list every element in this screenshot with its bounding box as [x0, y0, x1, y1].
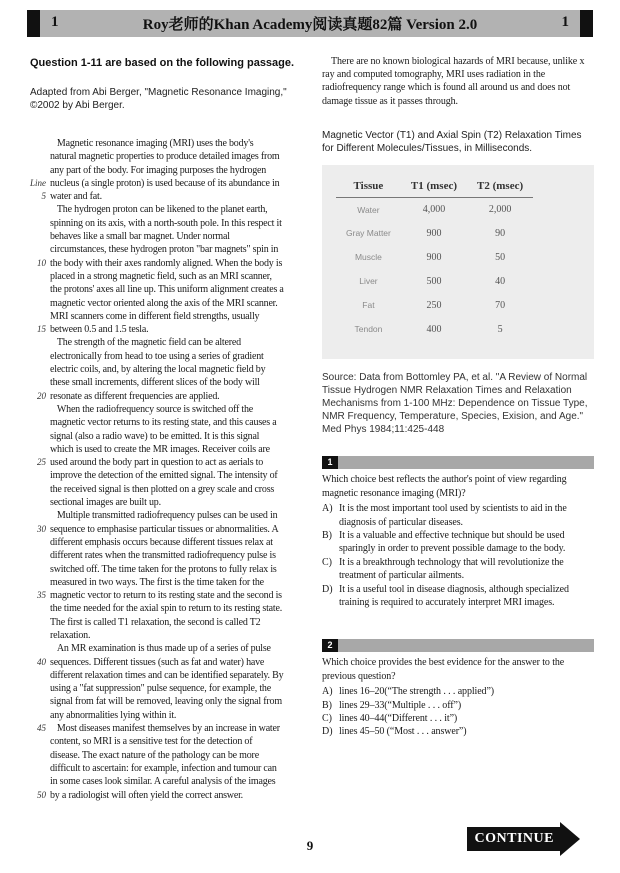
passage-line: [30, 137, 308, 150]
option-text: lines 16–20(“The strength . . . applied”): [339, 686, 495, 698]
passage-line-text: by a radiologist will often yield the correct answer.: [50, 789, 243, 801]
line-number: [30, 762, 50, 775]
line-number: [30, 203, 50, 216]
line-number: 10: [37, 257, 46, 268]
line-number: [30, 137, 50, 150]
t2-cell: 70: [495, 299, 506, 311]
line-number: [30, 669, 50, 682]
passage-line: [30, 709, 308, 722]
question-number-box: 1: [322, 456, 338, 469]
passage-line: [30, 509, 308, 522]
page-number: 9: [306, 838, 314, 853]
passage-line-text: the received signal is then plotted on a grey scale and cross: [50, 483, 275, 495]
passage-line-text: difficult to ascertain: for example, infection and tumour can: [50, 762, 277, 774]
passage-line-text: switched off. The time taken for the protons to fully relax is: [50, 563, 277, 575]
passage-line: [30, 150, 308, 163]
t1-cell: 900: [426, 251, 442, 263]
passage-line: [30, 323, 308, 336]
passage-line-text: relaxation.: [50, 629, 91, 641]
passage: [30, 137, 308, 802]
t1-header: T1 (msec): [401, 178, 467, 198]
passage-line: [30, 523, 308, 536]
line-number: [30, 563, 50, 576]
passage-line: [30, 789, 308, 802]
passage-line-text: improve the detection of the emitted signal. The intensity of: [50, 470, 278, 482]
passage-line-text: magnetic vector to return to its resting state and the second is: [50, 590, 282, 602]
line-number: [30, 416, 50, 429]
option-letter: C): [322, 713, 332, 724]
passage-line-text: content, so MRI is a sensitive test for the detection of: [50, 736, 253, 748]
passage-line: [30, 642, 308, 655]
line-number: [30, 775, 50, 788]
passage-line-text: behaves like a small bar magnet. Under normal: [50, 231, 230, 243]
passage-attribution: Adapted from Abi Berger, "Magnetic Resonance Imaging," ©2002 by Abi Berger.: [30, 87, 287, 111]
passage-line-text: signal from fat will be removed, leaving only the signal from: [50, 696, 282, 708]
passage-line: [30, 270, 308, 283]
passage-line-text: signal (also a radio wave) to be emitted. It is this signal: [50, 430, 260, 442]
options-list: [322, 685, 594, 739]
passage-line-text: any part of the body. For imaging purposes the hydrogen: [50, 164, 267, 176]
passage-line: [30, 469, 308, 482]
passage-line-text: used around the body part in question to act as aerials to: [50, 457, 264, 469]
passage-line: [30, 563, 308, 576]
passage-line: [30, 762, 308, 775]
passage-line: [30, 416, 308, 429]
answer-option: [322, 685, 594, 698]
line-number: [30, 709, 50, 722]
passage-line: [30, 363, 308, 376]
line-number: [30, 549, 50, 562]
passage-line: [30, 390, 308, 403]
line-number: [30, 150, 50, 163]
line-number: [30, 616, 50, 629]
line-number: [30, 297, 50, 310]
table-row: [336, 317, 533, 341]
option-text: lines 45–50 (“Most . . . answer”): [339, 726, 467, 738]
question-number-box: 2: [322, 639, 338, 652]
line-number: [30, 629, 50, 642]
passage-line-text: nucleus (a single proton) is used because of its abundance in: [50, 177, 280, 189]
t1-cell: 400: [426, 323, 442, 335]
line-number: [30, 243, 50, 256]
t2-cell: 90: [495, 227, 506, 239]
line-number: [30, 350, 50, 363]
t2-cell: 2,000: [488, 204, 512, 216]
passage-line-text: resonate as different frequencies are applied.: [50, 390, 220, 402]
option-text: It is a valuable and effective technique but should be used sparingly in order to prevent possible damage to the body.: [339, 529, 566, 555]
passage-line-text: An MR examination is thus made up of a series of pulse: [50, 643, 271, 655]
line-number: [30, 443, 50, 456]
passage-line: [30, 217, 308, 230]
passage-line: [30, 682, 308, 695]
passage-line-text: sectional images are built up.: [50, 497, 161, 509]
option-text: It is the most important tool used by scientists to aid in the diagnosis of particular diseases.: [339, 503, 567, 528]
option-letter: B): [322, 699, 332, 711]
line-number: [30, 336, 50, 349]
tissue-cell: Tendon: [354, 324, 383, 335]
passage-line: [30, 695, 308, 708]
passage-line-text: between 0.5 and 1.5 tesla.: [50, 324, 149, 336]
continue-button[interactable]: [467, 822, 580, 856]
answer-option: [322, 699, 594, 712]
t1-cell: 500: [426, 275, 442, 287]
line-number: [30, 536, 50, 549]
line-number: [30, 164, 50, 177]
t2-cell: 40: [495, 275, 506, 287]
passage-line-text: water and fat.: [50, 191, 102, 203]
passage-line-text: different relaxation times and can be identified separately. By: [50, 669, 284, 681]
question-bar: [338, 639, 594, 652]
question-stem: Which choice best reflects the author's point of view regarding magnetic resonance imaging (MRI)?: [322, 474, 567, 499]
answer-option: [322, 502, 594, 529]
passage-line: [30, 735, 308, 748]
header-title: Roy老师的Khan Academy阅读真题82篇 Version 2.0: [142, 17, 478, 33]
t1-cell: 4,000: [422, 204, 446, 216]
line-number: [30, 283, 50, 296]
answer-option: [322, 583, 594, 610]
tissue-cell: Liver: [359, 276, 378, 287]
answer-option: [322, 712, 594, 725]
source-citation: Source: Data from Bottomley PA, et al. "A Review of Normal Tissue Hydrogen NMR Relaxation Times and Relaxation Mechanisms from 1-100 MHz: Dependence on Tissue Type, NMR Frequency, Temperature, Species, Exision, and Age." Med Phys 1984;11:425-448: [322, 372, 588, 436]
line-number: [30, 270, 50, 283]
table-row: [336, 221, 533, 245]
t2-cell: 50: [495, 251, 506, 263]
passage-line: [30, 376, 308, 389]
passage-line: [30, 257, 308, 270]
passage-line-text: the time needed for the axial spin to return to its resting state.: [50, 603, 283, 615]
passage-line-text: magnetic vector oriented along the axis of the MRI scanner.: [50, 297, 278, 309]
continue-label: CONTINUE: [467, 827, 560, 851]
passage-line: [30, 403, 308, 416]
answer-option: [322, 725, 594, 738]
question-bar: [338, 456, 594, 469]
passage-line-text: Most diseases manifest themselves by an increase in water: [50, 723, 280, 735]
line-number: [30, 310, 50, 323]
question-2-badge: [322, 639, 594, 652]
line-number: 45: [37, 723, 46, 734]
option-letter: C): [322, 556, 332, 568]
line-number: 35: [37, 590, 46, 601]
option-letter: D): [322, 726, 333, 738]
header-end-block-right: [580, 10, 593, 37]
option-text: lines 29–33(“Multiple . . . off”): [339, 699, 462, 711]
passage-line: [30, 775, 308, 788]
table-row: [336, 197, 533, 221]
passage-line: [30, 496, 308, 509]
passage-line: [30, 283, 308, 296]
question-2: [322, 639, 594, 738]
line-number: [30, 682, 50, 695]
table-row: [336, 293, 533, 317]
passage-line: [30, 536, 308, 549]
passage-line-text: circumstances, these hydrogen proton "bar magnets" spin in: [50, 244, 279, 256]
passage-line: [30, 190, 308, 203]
passage-line-text: Magnetic resonance imaging (MRI) uses the body's: [50, 138, 254, 149]
t1-cell: 900: [426, 227, 442, 239]
passage-line: [30, 602, 308, 615]
figure-caption: Magnetic Vector (T1) and Axial Spin (T2) Relaxation Times for Different Molecules/Tissues, in Milliseconds.: [322, 129, 582, 154]
options-list: [322, 502, 594, 609]
passage-line: [30, 576, 308, 589]
line-number: 40: [37, 656, 46, 667]
t2-header: T2 (msec): [467, 178, 533, 198]
answer-option: [322, 556, 594, 583]
question-1: [322, 456, 594, 609]
passage-line: [30, 297, 308, 310]
t1-cell: 250: [426, 299, 442, 311]
question-range-heading: Question 1-11 are based on the following passage.: [30, 57, 295, 69]
passage-line-text: MRI scanners come in different field strengths, usually: [50, 310, 260, 322]
line-number: [30, 363, 50, 376]
line-number: [30, 602, 50, 615]
line-number: 25: [37, 457, 46, 468]
passage-line: [30, 350, 308, 363]
passage-line-text: the protons' axes all line up. This uniform alignment creates a: [50, 284, 284, 296]
passage-line: [30, 177, 308, 190]
passage-line-text: magnetic vector returns to its resting state, and this causes a: [50, 417, 277, 429]
passage-line-text: different rates when the transmitted radiofrequency pulse is: [50, 550, 276, 562]
line-number: 50: [37, 789, 46, 800]
passage-line: [30, 310, 308, 323]
passage-line: [30, 430, 308, 443]
line-number: [30, 509, 50, 522]
line-number: 15: [37, 324, 46, 335]
passage-line: [30, 722, 308, 735]
passage-line: [30, 669, 308, 682]
tissue-cell: Water: [357, 204, 380, 215]
option-letter: A): [322, 503, 333, 515]
question-stem: Which choice provides the best evidence for the answer to the previous question?: [322, 657, 565, 682]
t2-cell: 5: [497, 323, 503, 335]
passage-line-text: measured in two ways. The first is the time taken for the: [50, 576, 264, 588]
passage-continuation: There are no known biological hazards of MRI because, unlike x ray and computed tomography, MRI uses radiation in the radiofrequency range which is found all around us and does not damage tissue as it passes through.: [322, 56, 585, 107]
answer-option: [322, 529, 594, 556]
passage-line: [30, 616, 308, 629]
option-letter: A): [322, 686, 333, 698]
passage-line: [30, 336, 308, 349]
passage-line: [30, 243, 308, 256]
passage-line: [30, 230, 308, 243]
line-number: [30, 749, 50, 762]
passage-line-text: disease. The exact nature of the pathology can be more: [50, 749, 259, 761]
table-row: [336, 245, 533, 269]
passage-line-text: The hydrogen proton can be likened to the planet earth,: [50, 204, 268, 216]
passage-line-text: sequence to emphasise particular tissues or abnormalities. A: [50, 523, 279, 535]
line-number: 30: [37, 523, 46, 534]
passage-line-text: sequences. Different tissues (such as fat and water) have: [50, 656, 265, 668]
line-number: [30, 496, 50, 509]
passage-line-text: the body with their axes randomly aligned. When the body is: [50, 257, 283, 269]
passage-line-text: electronically from head to toe using a series of gradient: [50, 350, 264, 362]
data-table-box: [322, 165, 594, 360]
option-letter: D): [322, 583, 333, 595]
tissue-cell: Fat: [362, 300, 375, 311]
passage-line: [30, 749, 308, 762]
table-header-row: [336, 178, 533, 198]
passage-line-text: electric coils, and, by altering the local magnetic field by: [50, 364, 266, 376]
passage-line: [30, 443, 308, 456]
relaxation-times-table: [336, 178, 533, 342]
passage-line-text: any abnormalities lying within it.: [50, 709, 177, 721]
passage-line-text: spinning on its axis, with a north-south pole. In this respect it: [50, 217, 282, 229]
passage-line-text: Multiple transmitted radiofrequency pulses can be used in: [50, 510, 278, 522]
passage-line-text: different emphasis occurs because different tissues relax at: [50, 536, 273, 548]
header-bar: [27, 10, 593, 37]
passage-line: [30, 483, 308, 496]
passage-line-text: using a "fat suppression" pulse sequence, for example, the: [50, 683, 271, 695]
line-number: [30, 230, 50, 243]
passage-line: [30, 203, 308, 216]
question-1-badge: [322, 456, 594, 469]
line-number: Line: [30, 177, 47, 188]
option-text: It is a breakthrough technology that will revolutionize the treatment of particular ailments.: [339, 556, 564, 582]
passage-line-text: in some cases look similar. A careful analysis of the images: [50, 776, 276, 788]
passage-line-text: When the radiofrequency source is switched off the: [50, 403, 254, 415]
line-number: 5: [41, 191, 46, 202]
option-text: It is a useful tool in disease diagnosis, although specialized training is required to accurately interpret MRI images.: [339, 583, 569, 608]
line-number: 20: [37, 390, 46, 401]
option-text: lines 40–44(“Different . . . it”): [339, 713, 458, 724]
line-number: [30, 735, 50, 748]
passage-line-text: placed in a strong magnetic field, such as an MRI scanner,: [50, 270, 272, 282]
passage-line: [30, 456, 308, 469]
passage-line: [30, 549, 308, 562]
passage-line: [30, 164, 308, 177]
line-number: [30, 642, 50, 655]
passage-line-text: these small increments, different slices of the body will: [50, 377, 260, 389]
tissue-header: Tissue: [336, 178, 401, 198]
left-column: [30, 57, 308, 802]
passage-line-text: The strength of the magnetic field can be altered: [50, 337, 241, 349]
line-number: [30, 430, 50, 443]
passage-line: [30, 656, 308, 669]
line-number: [30, 376, 50, 389]
line-number: [30, 469, 50, 482]
line-number: [30, 217, 50, 230]
continue-arrow-icon: [560, 822, 580, 856]
passage-line: [30, 629, 308, 642]
header-section-number-left: 1: [51, 14, 59, 30]
passage-line-text: natural magnetic properties to produce detailed images from: [50, 151, 280, 163]
table-row: [336, 269, 533, 293]
passage-line-text: The first is called T1 relaxation, the second is called T2: [50, 616, 261, 628]
passage-line-text: which is used to create the MR images. Receiver coils are: [50, 443, 270, 455]
header-section-number-right: 1: [561, 14, 569, 30]
line-number: [30, 483, 50, 496]
tissue-cell: Muscle: [354, 252, 382, 263]
option-letter: B): [322, 529, 332, 541]
right-column: [322, 55, 594, 739]
line-number: [30, 695, 50, 708]
passage-line: [30, 589, 308, 602]
tissue-cell: Gray Matter: [346, 228, 391, 239]
line-number: [30, 576, 50, 589]
line-number: [30, 403, 50, 416]
